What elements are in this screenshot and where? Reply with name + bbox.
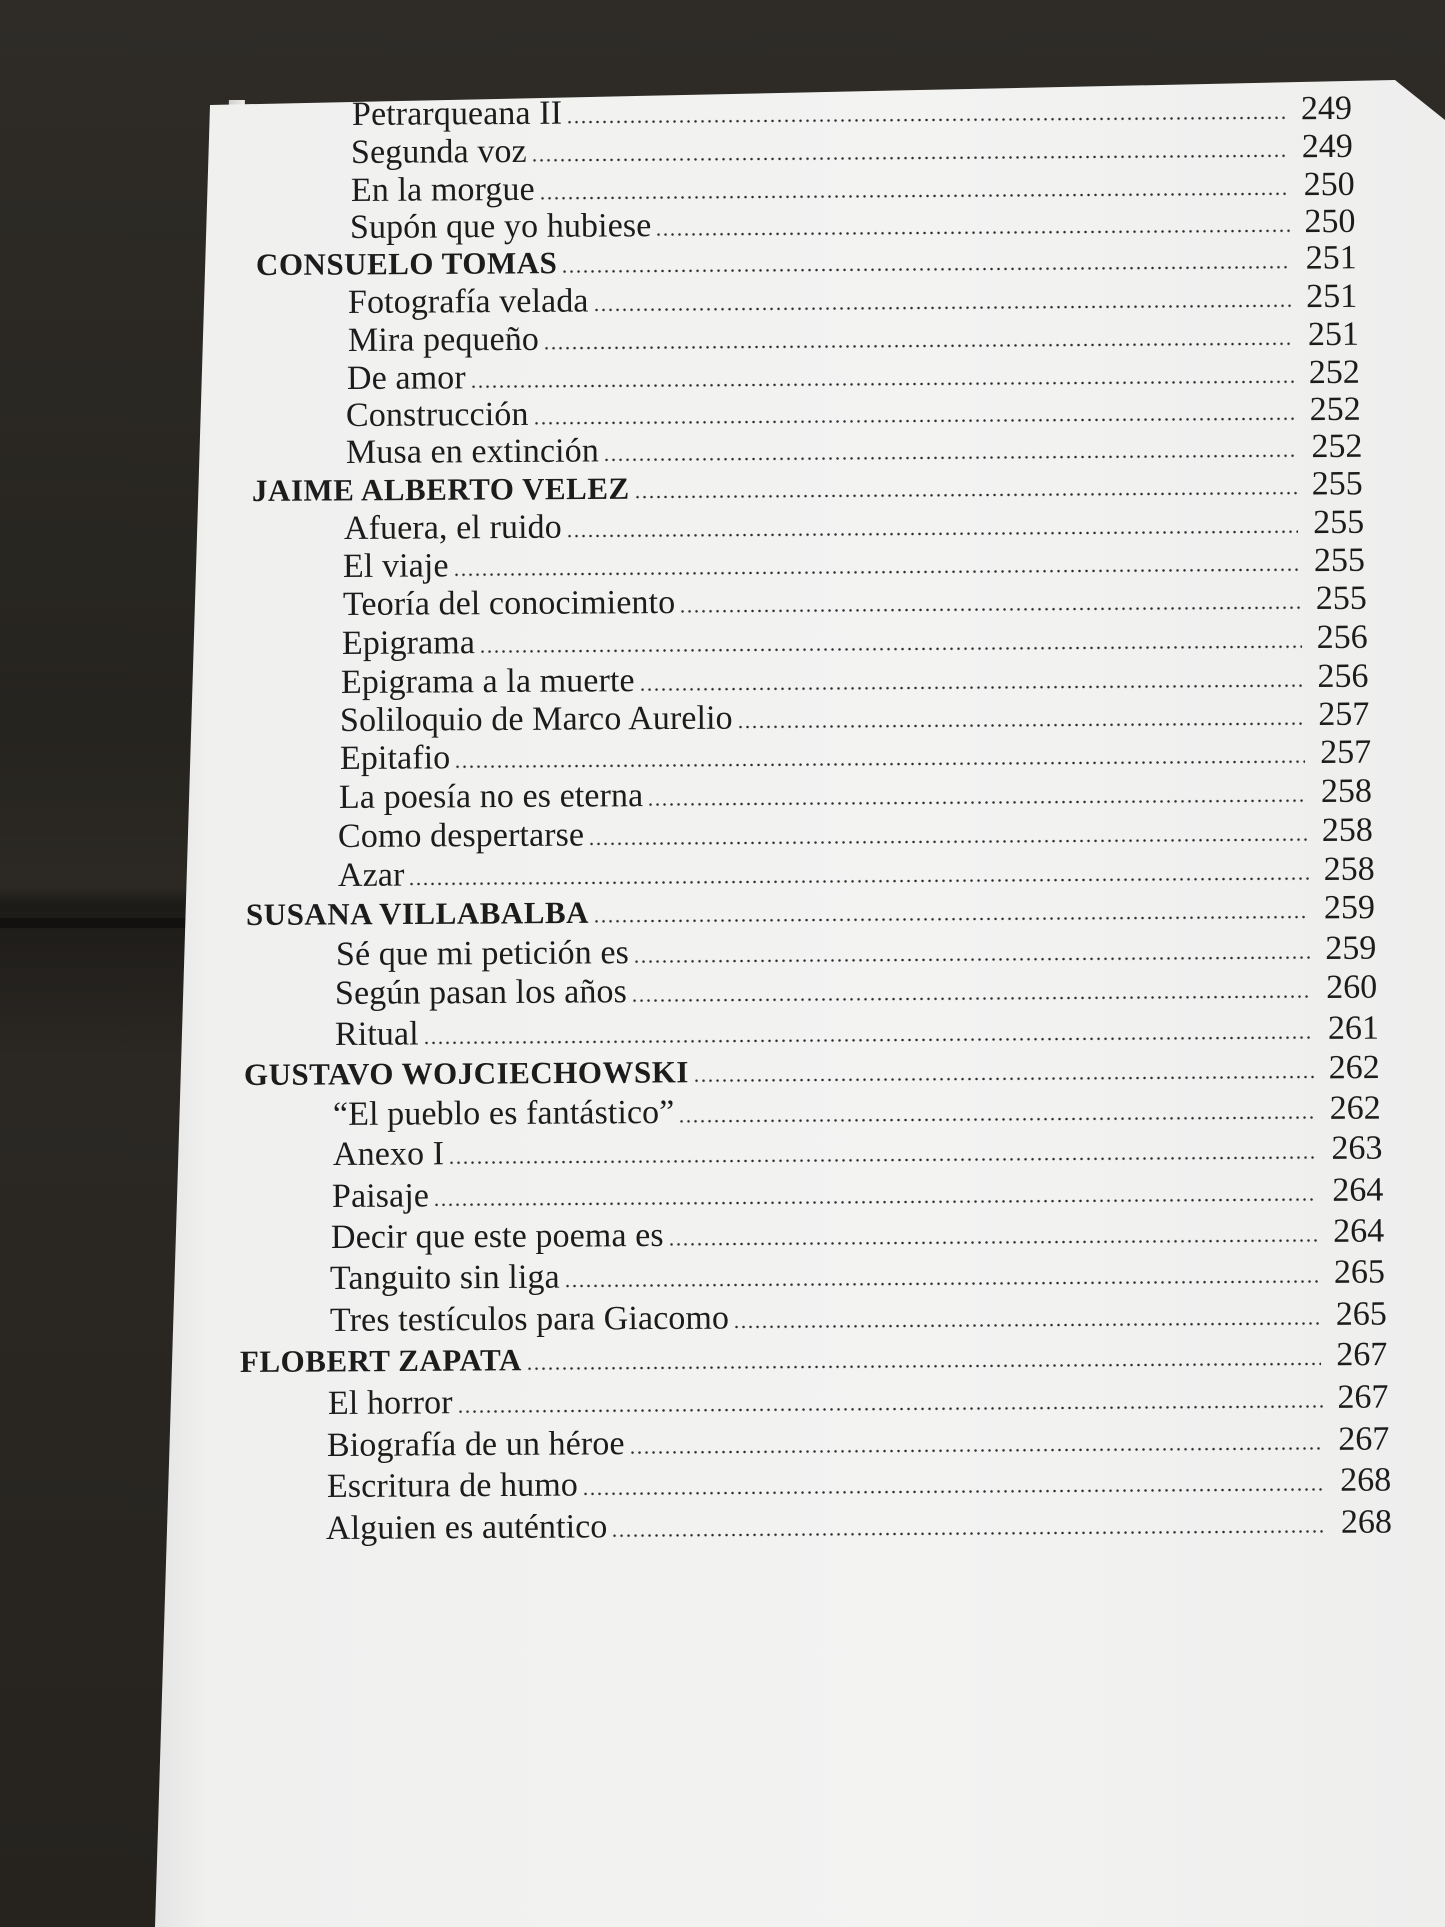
page-number: 260 bbox=[1326, 968, 1378, 1006]
poem-title: Ritual bbox=[334, 1015, 419, 1053]
toc-author-entry bbox=[244, 1049, 1380, 1094]
toc-poem-entry bbox=[328, 1379, 1389, 1423]
toc-poem-entry bbox=[351, 128, 1353, 172]
dot-leader bbox=[538, 192, 1288, 200]
toc-poem-entry bbox=[339, 773, 1372, 817]
dot-leader bbox=[634, 492, 1297, 499]
dot-leader bbox=[566, 530, 1298, 537]
page-number: 261 bbox=[1327, 1009, 1379, 1047]
toc-poem-entry bbox=[348, 316, 1359, 360]
toc-poem-entry bbox=[343, 542, 1365, 586]
toc-poem-entry bbox=[335, 969, 1377, 1013]
toc-poem-entry bbox=[337, 851, 1374, 895]
toc-poem-entry bbox=[341, 658, 1369, 702]
page-number: 249 bbox=[1301, 127, 1354, 166]
page-number: 262 bbox=[1328, 1049, 1380, 1087]
poem-title: “El pueblo es fantástico” bbox=[333, 1093, 675, 1133]
page-number: 268 bbox=[1339, 1461, 1391, 1499]
page-number: 256 bbox=[1316, 618, 1368, 657]
dot-leader bbox=[631, 995, 1311, 1002]
dot-leader bbox=[561, 266, 1290, 273]
toc-poem-entry bbox=[352, 90, 1352, 134]
poem-title: Petrarqueana II bbox=[351, 94, 563, 133]
dot-leader bbox=[470, 380, 1294, 388]
page-number: 255 bbox=[1315, 579, 1367, 618]
dot-leader bbox=[582, 1488, 1325, 1496]
page-number: 258 bbox=[1321, 811, 1374, 849]
toc-poem-entry bbox=[329, 1296, 1386, 1340]
dot-leader bbox=[668, 1239, 1318, 1246]
poem-title: Sé que mi petición es bbox=[335, 934, 630, 973]
toc-poem-entry bbox=[344, 504, 1364, 548]
toc-poem-entry bbox=[340, 696, 1370, 740]
toc-poem-entry bbox=[327, 1461, 1391, 1505]
toc-poem-entry bbox=[335, 1010, 1379, 1054]
toc-author-entry bbox=[252, 465, 1363, 510]
dot-leader bbox=[612, 1530, 1327, 1537]
toc-poem-entry bbox=[330, 1254, 1385, 1298]
dot-leader bbox=[733, 1322, 1321, 1329]
poem-title: Soliloquio de Marco Aurelio bbox=[340, 699, 734, 739]
author-name: SUSANA VILLABALBA bbox=[246, 894, 590, 932]
dot-leader bbox=[655, 229, 1289, 236]
dot-leader bbox=[533, 417, 1295, 425]
dot-leader bbox=[633, 956, 1310, 963]
toc-author-entry bbox=[256, 239, 1357, 284]
page-number: 264 bbox=[1331, 1171, 1384, 1209]
page-number: 255 bbox=[1314, 541, 1366, 580]
dot-leader bbox=[588, 838, 1307, 845]
poem-title: En la morgue bbox=[350, 170, 535, 209]
poem-title: Epigrama bbox=[341, 624, 475, 662]
page-number: 264 bbox=[1333, 1212, 1385, 1250]
author-name: GUSTAVO WOJCIECHOWSKI bbox=[243, 1054, 690, 1092]
page-number: 268 bbox=[1340, 1503, 1393, 1541]
poem-title: Epitafio bbox=[339, 739, 451, 777]
poem-title: La poesía no es eterna bbox=[338, 777, 644, 816]
poem-title: Escritura de humo bbox=[326, 1466, 578, 1505]
poem-title: Como despertarse bbox=[338, 816, 585, 855]
dot-leader bbox=[531, 154, 1287, 162]
dot-leader bbox=[629, 1447, 1324, 1454]
dot-leader bbox=[737, 722, 1304, 728]
toc-author-entry bbox=[246, 889, 1375, 934]
dot-leader bbox=[457, 1405, 1323, 1413]
dot-leader bbox=[602, 454, 1296, 461]
page-number: 258 bbox=[1323, 850, 1375, 888]
dot-leader bbox=[408, 877, 1308, 885]
poem-title: Según pasan los años bbox=[335, 973, 628, 1012]
page-number: 263 bbox=[1330, 1129, 1383, 1167]
dot-leader bbox=[526, 1362, 1322, 1370]
page-number: 267 bbox=[1338, 1420, 1390, 1458]
toc-poem-entry bbox=[336, 930, 1377, 974]
toc-poem-entry bbox=[342, 619, 1368, 663]
page-number: 251 bbox=[1305, 239, 1357, 277]
poem-title: El horror bbox=[328, 1384, 453, 1422]
toc-author-entry bbox=[240, 1336, 1388, 1381]
poem-title: Construcción bbox=[346, 395, 529, 434]
page-number: 251 bbox=[1307, 315, 1359, 354]
page-number: 267 bbox=[1337, 1378, 1389, 1416]
dot-leader bbox=[543, 342, 1293, 350]
poem-title: Azar bbox=[337, 856, 405, 894]
page-number: 259 bbox=[1324, 889, 1376, 927]
page-number: 262 bbox=[1329, 1089, 1381, 1127]
toc-poem-entry bbox=[340, 734, 1371, 778]
poem-title: Alguien es auténtico bbox=[325, 1508, 608, 1547]
dot-leader bbox=[693, 1075, 1314, 1082]
toc-poem-entry bbox=[342, 580, 1366, 624]
poem-title: Tres testículos para Giacomo bbox=[329, 1299, 729, 1339]
page-number: 256 bbox=[1317, 657, 1369, 696]
toc-poem-entry bbox=[348, 278, 1357, 322]
page-number: 257 bbox=[1318, 695, 1370, 734]
poem-title: Decir que este poema es bbox=[330, 1216, 664, 1256]
author-name: FLOBERT ZAPATA bbox=[240, 1342, 523, 1379]
toc-poem-entry bbox=[333, 1090, 1381, 1134]
page-number: 265 bbox=[1334, 1253, 1386, 1291]
toc-poem-entry bbox=[331, 1213, 1384, 1257]
dot-leader bbox=[639, 684, 1303, 691]
dot-leader bbox=[647, 799, 1306, 806]
page-number: 267 bbox=[1336, 1335, 1388, 1374]
dot-leader bbox=[433, 1198, 1317, 1206]
page-number: 252 bbox=[1309, 390, 1361, 429]
poem-title: Biografía de un héroe bbox=[327, 1425, 626, 1464]
dot-leader bbox=[564, 1280, 1319, 1288]
dot-leader bbox=[593, 304, 1292, 311]
poem-title: Supón que yo hubiese bbox=[349, 207, 652, 246]
poem-title: De amor bbox=[346, 359, 466, 397]
poem-title: Segunda voz bbox=[351, 132, 528, 171]
page-number: 252 bbox=[1310, 427, 1363, 466]
poem-title: Mira pequeño bbox=[347, 320, 539, 359]
dot-leader bbox=[593, 916, 1309, 923]
poem-title: Epigrama a la muerte bbox=[341, 662, 635, 701]
page-number: 252 bbox=[1308, 353, 1360, 392]
poem-title: Afuera, el ruido bbox=[343, 508, 562, 547]
page-number: 257 bbox=[1319, 733, 1371, 772]
toc-poem-entry bbox=[327, 1421, 1390, 1465]
page-number: 250 bbox=[1304, 202, 1356, 241]
poem-title: Teoría del conocimiento bbox=[342, 583, 675, 623]
author-name: CONSUELO TOMAS bbox=[255, 245, 558, 282]
dot-leader bbox=[679, 606, 1301, 613]
page-number: 251 bbox=[1306, 277, 1358, 316]
poem-title: Paisaje bbox=[331, 1177, 429, 1215]
page-number: 255 bbox=[1313, 503, 1365, 542]
toc-poem-entry bbox=[332, 1172, 1384, 1216]
page-number: 250 bbox=[1303, 165, 1355, 204]
dot-leader bbox=[448, 1156, 1316, 1164]
dot-leader bbox=[679, 1116, 1315, 1123]
toc-poem-entry bbox=[332, 1130, 1382, 1174]
dot-leader bbox=[566, 116, 1286, 123]
dot-leader bbox=[479, 645, 1302, 653]
toc-poem-entry bbox=[338, 812, 1373, 856]
page-number: 255 bbox=[1311, 465, 1364, 503]
author-name: JAIME ALBERTO VELEZ bbox=[252, 470, 631, 508]
dot-leader bbox=[422, 1036, 1312, 1044]
poem-title: Musa en extinción bbox=[345, 432, 599, 471]
page-number: 258 bbox=[1320, 772, 1373, 811]
dot-leader bbox=[454, 760, 1305, 768]
page-number: 259 bbox=[1325, 929, 1377, 967]
poem-title: Tanguito sin liga bbox=[330, 1258, 561, 1297]
poem-title: Anexo I bbox=[332, 1135, 444, 1173]
page-number: 265 bbox=[1335, 1295, 1387, 1333]
dot-leader bbox=[453, 568, 1299, 576]
toc-poem-entry bbox=[326, 1503, 1392, 1548]
page-number: 249 bbox=[1300, 89, 1353, 128]
poem-title: El viaje bbox=[343, 547, 450, 585]
poem-title: Fotografía velada bbox=[348, 282, 590, 321]
